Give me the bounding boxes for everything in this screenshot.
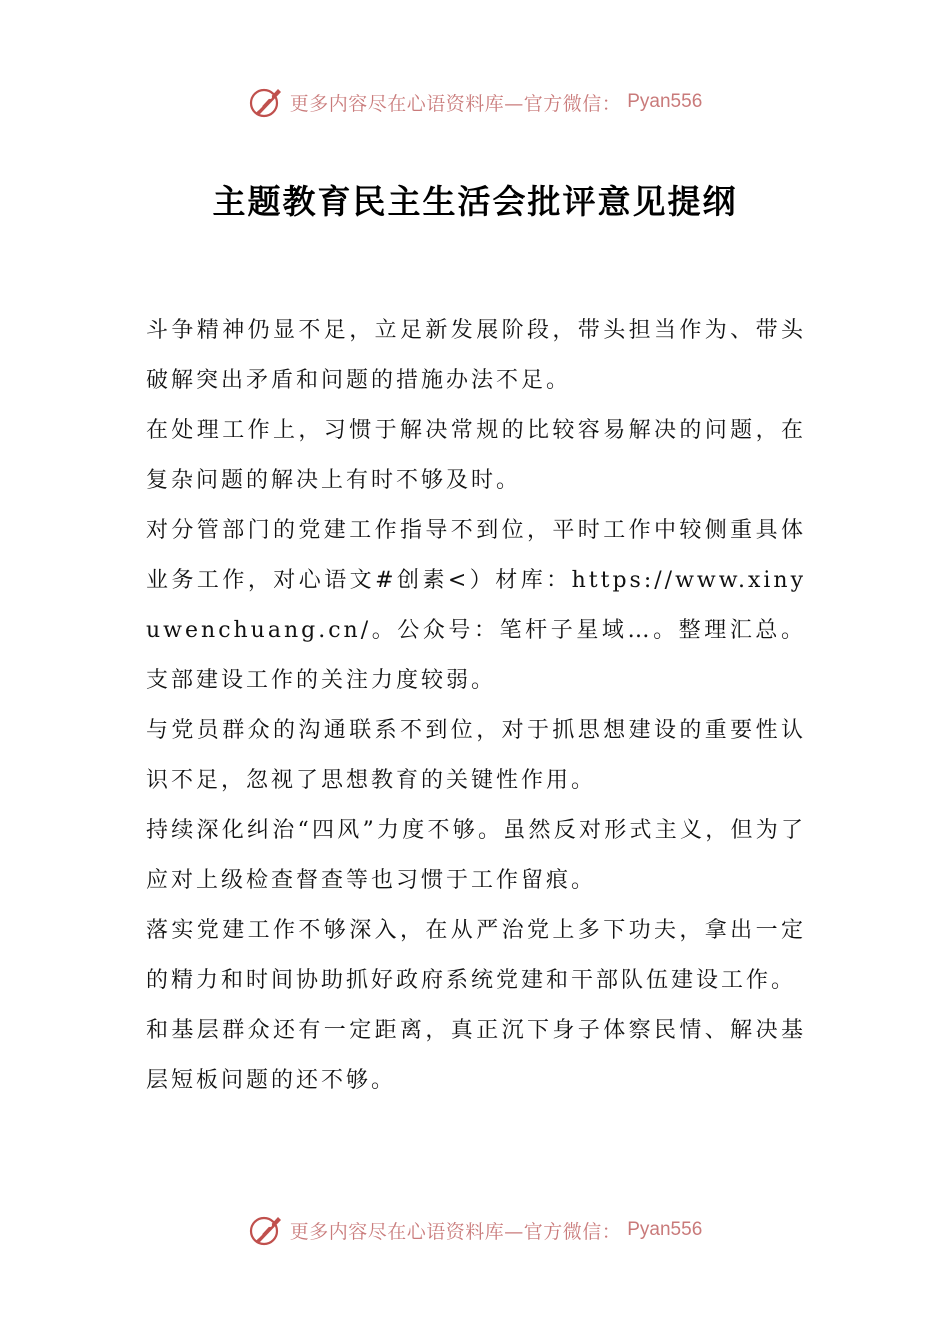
paragraph: 持续深化纠治“四风”力度不够。虽然反对形式主义，但为了应对上级检查督查等也习惯于工作留痕。 <box>146 818 806 893</box>
paragraph: 对分管部门的党建工作指导不到位，平时工作中较侧重具体业务工作，对心语文#创素<）材库：https://www.xinyuwenchuang.cn/。公众号：笔杆子星域…。整理汇总。支部建设工作的关注力度较弱。 <box>146 518 806 693</box>
paragraph: 落实党建工作不够深入，在从严治党上多下功夫，拿出一定的精力和时间协助抓好政府系统党建和干部队伍建设工作。 <box>146 918 806 993</box>
banner-wechat-id: Pyan556 <box>627 1219 703 1240</box>
page-title: 主题教育民主生活会批评意见提纲 <box>212 182 738 221</box>
banner-text: 更多内容尽在心语资料库—官方微信： <box>289 92 622 115</box>
banner-wechat-id: Pyan556 <box>627 91 703 112</box>
footer-banner <box>0 1210 950 1250</box>
paragraph: 斗争精神仍显不足，立足新发展阶段，带头担当作为、带头破解突出矛盾和问题的措施办法不足。 <box>146 318 806 393</box>
paragraph: 在处理工作上，习惯于解决常规的比较容易解决的问题，在复杂问题的解决上有时不够及时。 <box>146 418 806 493</box>
paragraph: 与党员群众的沟通联系不到位，对于抓思想建设的重要性认识不足，忽视了思想教育的关键性作用。 <box>146 718 806 793</box>
paragraph: 和基层群众还有一定距离，真正沉下身子体察民情、解决基层短板问题的还不够。 <box>146 1018 806 1093</box>
quill-pen-logo-icon <box>248 84 284 120</box>
banner-text: 更多内容尽在心语资料库—官方微信： <box>289 1220 622 1243</box>
quill-pen-logo-icon <box>248 1212 284 1248</box>
document-body <box>146 306 806 1106</box>
header-banner <box>0 82 950 122</box>
